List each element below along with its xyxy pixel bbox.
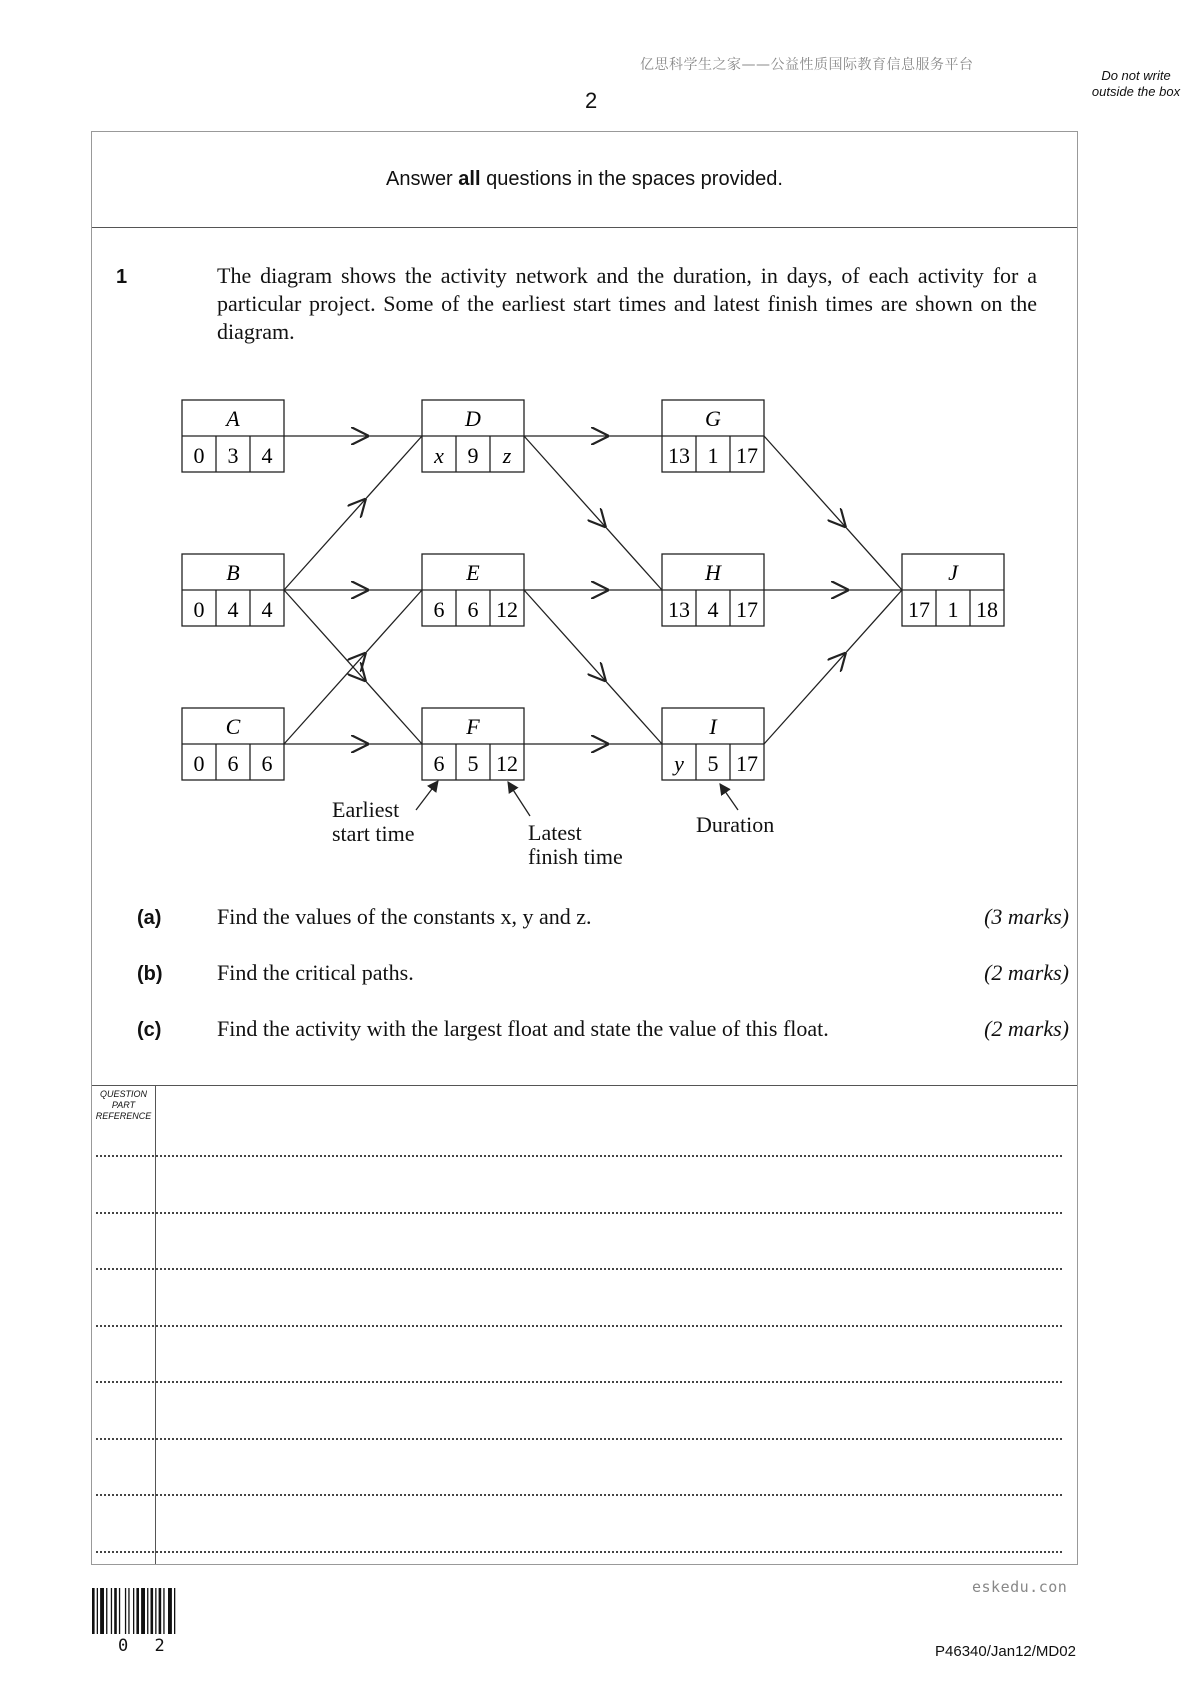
duration-cell: 9	[467, 443, 479, 468]
barcode-bar	[136, 1588, 139, 1634]
duration-cell: 5	[467, 751, 479, 776]
paper-code: P46340/Jan12/MD02	[935, 1643, 1076, 1660]
activity-node-b	[182, 554, 284, 626]
part-label: (b)	[137, 963, 163, 985]
activity-name: C	[225, 714, 241, 739]
activity-node-i	[662, 708, 764, 780]
barcode-bar	[147, 1588, 148, 1634]
edge-b-d	[284, 436, 422, 590]
part-label: (c)	[137, 1019, 162, 1041]
duration-label: Duration	[696, 812, 775, 837]
answer-line[interactable]	[96, 1155, 1062, 1157]
instruction-after: questions in the spaces provided.	[480, 167, 783, 190]
barcode-bar	[168, 1588, 172, 1634]
barcode-bar	[133, 1588, 134, 1634]
duration-cell: 6	[227, 751, 239, 776]
activity-name: B	[226, 560, 240, 585]
activity-name: G	[705, 406, 721, 431]
activity-name: D	[465, 406, 481, 431]
latest-finish-cell: 12	[496, 597, 518, 622]
barcode-bar	[159, 1588, 162, 1634]
latest-finish-cell: 6	[261, 751, 273, 776]
instruction-row	[92, 131, 1077, 228]
edge-e-i	[524, 590, 662, 744]
earliest-start-cell: y	[674, 751, 684, 776]
earliest-start-cell: 0	[193, 597, 205, 622]
part-text: Find the critical paths.	[217, 960, 414, 985]
earliest-pointer	[416, 781, 438, 810]
earliest-label-line2: start time	[332, 821, 415, 846]
earliest-start-cell: 0	[193, 751, 205, 776]
part-marks: (2 marks)	[984, 960, 1069, 985]
barcode-bar	[111, 1588, 112, 1634]
barcode-bar	[174, 1588, 175, 1634]
question-text: The diagram shows the activity network and the duration, in days, of each activity for a particular project. Some of the earliest start times and latest finish times are shown on the diagram.	[217, 263, 1037, 344]
question-part-reference-label: QUESTION PART REFERENCE	[95, 1089, 152, 1121]
duration-cell: 4	[707, 597, 719, 622]
edge-g-j	[764, 436, 902, 590]
barcode-bar	[163, 1588, 164, 1634]
margin-note: Do not write outside the box	[1091, 68, 1181, 99]
earliest-start-cell: 6	[433, 597, 445, 622]
instruction-before: Answer	[386, 167, 459, 190]
part-text: Find the values of the constants x, y and z.	[217, 904, 592, 929]
activity-name: I	[709, 714, 717, 739]
answer-line[interactable]	[96, 1268, 1062, 1270]
latest-finish-cell: z	[502, 443, 512, 468]
activity-node-g	[662, 400, 764, 472]
edge-i-j	[764, 590, 902, 744]
duration-cell: 3	[227, 443, 239, 468]
barcode-bar	[100, 1588, 104, 1634]
answer-line[interactable]	[96, 1551, 1062, 1553]
answer-line[interactable]	[96, 1494, 1062, 1496]
barcode-bar	[114, 1588, 117, 1634]
activity-name: H	[705, 560, 721, 585]
duration-pointer	[720, 784, 738, 810]
answer-line[interactable]	[96, 1438, 1062, 1440]
question-number: 1	[116, 266, 128, 288]
duration-cell: 1	[707, 443, 719, 468]
earliest-start-cell: 17	[908, 597, 930, 622]
page-number: 2	[585, 88, 598, 113]
activity-node-j	[902, 554, 1004, 626]
edge-d-h	[524, 436, 662, 590]
latest-finish-cell: 4	[261, 443, 273, 468]
activity-name: F	[466, 714, 480, 739]
activity-node-f	[422, 708, 524, 780]
earliest-start-cell: 13	[668, 597, 690, 622]
activity-node-h	[662, 554, 764, 626]
latest-finish-cell: 18	[976, 597, 998, 622]
answer-area-top-rule	[92, 1085, 1077, 1086]
barcode-number: 0 2	[118, 1636, 173, 1656]
instruction-bold: all	[458, 167, 481, 190]
barcode-bar	[155, 1588, 156, 1634]
latest-label-line1: Latest	[528, 820, 582, 845]
earliest-start-cell: 0	[193, 443, 205, 468]
watermark: 亿思科学生之家——公益性质国际教育信息服务平台	[640, 57, 974, 73]
barcode-bar	[106, 1588, 107, 1634]
latest-finish-cell: 4	[261, 597, 273, 622]
part-text: Find the activity with the largest float and state the value of this float.	[217, 1016, 829, 1041]
latest-finish-cell: 12	[496, 751, 518, 776]
latest-label-line2: finish time	[528, 844, 623, 869]
barcode-bar	[128, 1588, 129, 1634]
duration-cell: 5	[707, 751, 719, 776]
duration-cell: 1	[947, 597, 959, 622]
activity-network-diagram	[92, 380, 1032, 880]
activity-node-d	[422, 400, 524, 472]
activity-name: E	[466, 560, 480, 585]
activity-node-e	[422, 554, 524, 626]
duration-cell: 4	[227, 597, 239, 622]
latest-finish-cell: 17	[736, 751, 758, 776]
barcode-bar	[97, 1588, 98, 1634]
answer-line[interactable]	[96, 1212, 1062, 1214]
activity-name: J	[948, 560, 958, 585]
barcode-bar	[125, 1588, 126, 1634]
barcode-bar	[151, 1588, 154, 1634]
activity-name: A	[226, 406, 240, 431]
part-label: (a)	[137, 907, 162, 929]
barcode-bar	[119, 1588, 120, 1634]
earliest-label-line1: Earliest	[332, 797, 400, 822]
earliest-start-cell: x	[434, 443, 444, 468]
latest-pointer	[508, 782, 530, 816]
latest-finish-cell: 17	[736, 597, 758, 622]
part-marks: (2 marks)	[984, 1016, 1069, 1041]
footer-site: eskedu.con	[972, 1578, 1068, 1596]
activity-node-a	[182, 400, 284, 472]
part-marks: (3 marks)	[984, 904, 1069, 929]
answer-line[interactable]	[96, 1381, 1062, 1383]
earliest-start-cell: 13	[668, 443, 690, 468]
activity-node-c	[182, 708, 284, 780]
barcode	[92, 1588, 198, 1634]
barcode-bar	[141, 1588, 145, 1634]
earliest-start-cell: 6	[433, 751, 445, 776]
latest-finish-cell: 17	[736, 443, 758, 468]
answer-line[interactable]	[96, 1325, 1062, 1327]
barcode-bar	[92, 1588, 95, 1634]
duration-cell: 6	[467, 597, 479, 622]
